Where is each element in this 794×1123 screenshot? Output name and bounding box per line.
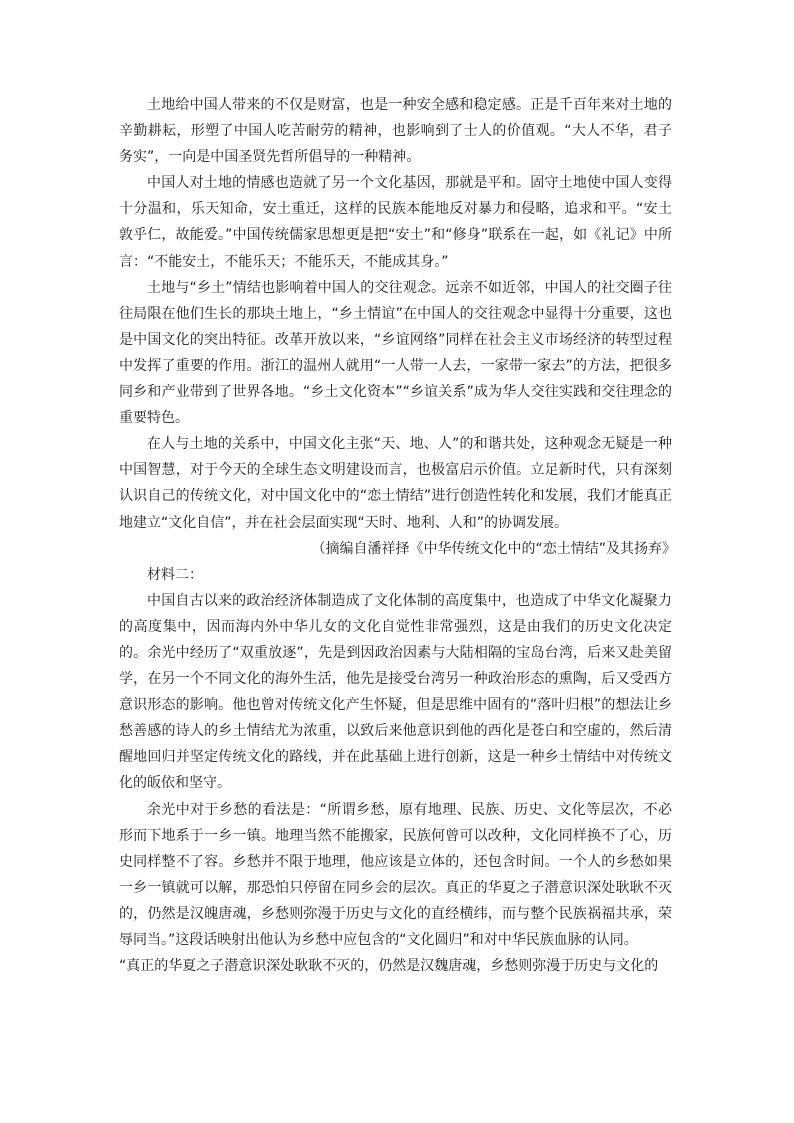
material-heading: 材料二： bbox=[147, 566, 203, 583]
paragraph-5: 中国自古以来的政治经济体制造成了文化体制的高度集中，也造成了中华文化凝聚力的高度集中，因而海内外中华儿女的文化自觉性非常强烈，这是由我们的历史文化决定的。余光中经历了“双重放逐”，先是到因政治因素与大陆相隔的宝岛台湾，后来又赴美留学，在另一个不同文化的海外生活，他先是接受台湾另一种政治形态的熏陶，后又受西方意识形态的影响。他也曾对传统文化产生怀疑，但是思维中固有的“落叶归根”的想法让乡愁善感的诗人的乡土情结尤为浓重，以致后来他意识到他的西化是苍白和空虚的，然后清醒地回归并坚定传统文化的路线，并在此基础上进行创新，这是一种乡土情结中对传统文化的皈依和坚守。 bbox=[119, 592, 672, 792]
paragraph-2: 中国人对土地的情感也造就了另一个文化基因，那就是平和。固守土地使中国人变得十分温和，乐天知命，安土重迁，这样的民族本能地反对暴力和侵略，追求和平。“安土敦乎仁，故能爱。”中国传统儒家思想更是把“安土”和“修身”联系在一起，如《礼记》中所言：“不能安土，不能乐天；不能乐天，不能成其身。” bbox=[119, 175, 672, 270]
source-citation: （摘编自潘祥择《中华传统文化中的“恋土情结”及其扬弃》 bbox=[311, 540, 676, 557]
paragraph-7-partial: “真正的华夏之子潜意识深处耿耿不灭的，仍然是汉魏唐魂，乡愁则弥漫于历史与文化的 bbox=[119, 958, 659, 975]
paragraph-6: 余光中对于乡愁的看法是：“所谓乡愁，原有地理、民族、历史、文化等层次，不必形而下地系于一乡一镇。地理当然不能搬家，民族何曾可以改种，文化同样换不了心，历史同样整不了容。乡愁并不限于地理，他应该是立体的，还包含时间。一个人的乡愁如果一乡一镇就可以解，那恐怕只停留在同乡会的层次。真正的华夏之子潜意识深处耿耿不灭的，仍然是汉魄唐魂，乡愁则弥漫于历史与文化的直经横纬，而与整个民族祸福共承，荣辱同当。”这段话映射出他认为乡愁中应包含的“文化圆归”和对中华民族血脉的认同。 bbox=[119, 801, 672, 948]
article-body bbox=[119, 92, 676, 979]
paragraph-4: 在人与土地的关系中，中国文化主张“天、地、人”的和谐共处，这种观念无疑是一种中国智慧，对于今天的全球生态文明建设而言，也极富启示价值。立足新时代，只有深刻认识自己的传统文化，对中国文化中的“恋土情结”进行创造性转化和发展，我们才能真正地建立“文化自信”，并在社会层面实现“天时、地利、人和”的协调发展。 bbox=[119, 436, 672, 531]
paragraph-3: 土地与“乡土”情结也影响着中国人的交往观念。远亲不如近邻，中国人的社交圈子往往局限在他们生长的那块土地上，“乡土情谊”在中国人的交往观念中显得十分重要，这也是中国文化的突出特征。改革开放以来，“乡谊网络”同样在社会主义市场经济的转型过程中发挥了重要的作用。浙江的温州人就用“一人带一人去，一家带一家去”的方法，把很多同乡和产业带到了世界各地。“乡土文化资本”“乡谊关系”成为华人交往实践和交往理念的重要特色。 bbox=[119, 279, 672, 427]
paragraph-1: 土地给中国人带来的不仅是财富，也是一种安全感和稳定感。正是千百年来对土地的辛勤耕耘，形塑了中国人吃苦耐劳的精神，也影响到了士人的价值观。“大人不华，君子务实”，一向是中国圣贤先哲所倡导的一种精神。 bbox=[119, 97, 672, 166]
